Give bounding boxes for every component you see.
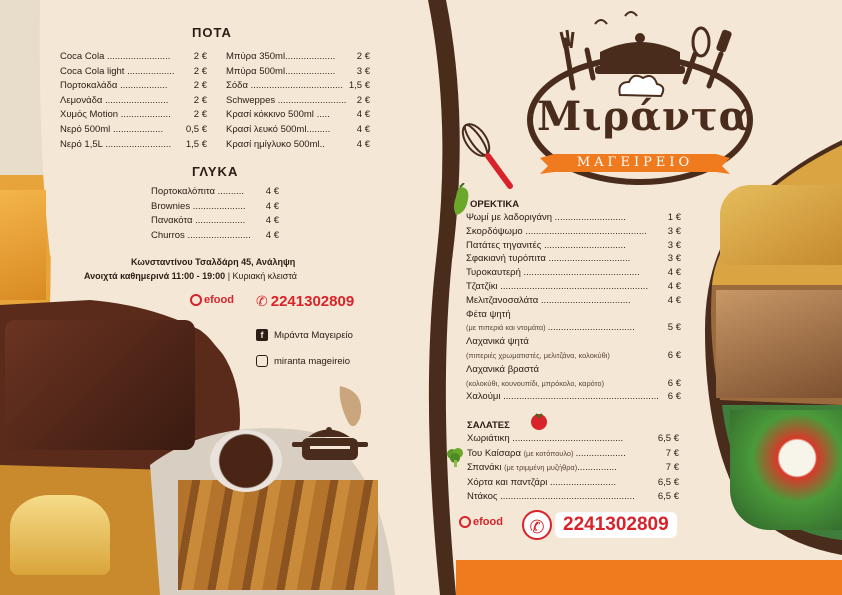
menu-item-row xyxy=(466,267,681,279)
menu-item-price: 3 € xyxy=(667,239,681,251)
menu-item-price: 3 € xyxy=(667,225,681,237)
menu-item-name: Σφακιανή τυρόπιτα xyxy=(466,253,549,265)
menu-item-name: Μπύρα 350ml xyxy=(226,51,286,62)
menu-item-price: 2 € xyxy=(193,65,207,77)
menu-item-dots: .......... xyxy=(217,186,245,197)
cooking-pot-icon xyxy=(288,382,378,472)
menu-item-row xyxy=(466,240,681,252)
menu-item-name: Χόρτα και παντζάρι xyxy=(467,476,550,488)
tyropita-photo xyxy=(716,290,842,398)
menu-item-row xyxy=(226,66,370,78)
menu-item-name: Κρασί ημίγλυκο 500ml xyxy=(226,138,320,150)
menu-item-name: Μελιτζανοσαλάτα xyxy=(466,294,541,306)
whisk-icon xyxy=(458,120,518,192)
menu-item-dots: ................... xyxy=(285,65,336,77)
opening-hours-days: Ανοιχτά καθημερινά 11:00 - 19:00 xyxy=(84,271,226,281)
menu-item-name: Κρασί λευκό 500ml xyxy=(226,124,307,135)
menu-item-name: Τυροκαυτερή xyxy=(466,267,524,279)
menu-item-row xyxy=(467,477,679,489)
menu-item-dots: .. xyxy=(319,138,325,150)
menu-item-dots: .............................................. xyxy=(525,225,647,237)
facebook-icon: f xyxy=(256,329,268,341)
menu-item-row xyxy=(60,109,207,121)
menu-item-dots: ........................ xyxy=(107,51,171,62)
menu-item-price: 4 € xyxy=(265,229,279,241)
menu-item-price: 3 € xyxy=(356,65,370,77)
starters-title: ΟΡΕΚΤΙΚΑ xyxy=(470,199,520,210)
menu-item-row xyxy=(466,212,681,224)
menu-item-row xyxy=(151,230,279,242)
menu-item-dots: ................................. xyxy=(547,322,635,334)
menu-item-dots: ......................... xyxy=(105,138,172,150)
menu-item-dots: ................... xyxy=(120,109,171,121)
menu-item-name: Πατάτες τηγανιτές xyxy=(466,239,545,251)
menu-item-row xyxy=(466,295,681,307)
phone-icon-right: ✆ xyxy=(522,510,552,540)
menu-item-price: 7 € xyxy=(665,462,679,474)
menu-item-price: 4 € xyxy=(667,281,681,292)
menu-item-row xyxy=(466,391,681,403)
menu-item-price: 6,5 € xyxy=(657,491,679,503)
menu-item-name: Τζατζίκι xyxy=(466,281,501,292)
menu-item-price: 3 € xyxy=(667,253,681,265)
instagram-icon xyxy=(256,355,268,367)
instagram-link[interactable] xyxy=(256,355,350,367)
menu-item-name: Φέτα ψητή xyxy=(466,308,511,320)
menu-item-dots: ..... xyxy=(316,109,330,121)
menu-item-row xyxy=(60,95,207,107)
menu-item-dots: .................... xyxy=(192,200,246,212)
menu-item-row xyxy=(467,433,679,445)
menu-item-dots: ........................ xyxy=(105,94,169,106)
menu-item-name: Κρασί κόκκινο 500ml xyxy=(226,109,317,121)
phone-icon: ✆ xyxy=(256,293,268,309)
chocolate-sauce-bowl xyxy=(210,430,282,492)
menu-item-row xyxy=(60,80,207,92)
menu-item-note: (κολοκύθι, κουνουπίδι, μπρόκολο, καρότο) xyxy=(466,378,605,388)
churros-photo xyxy=(178,480,378,590)
menu-item-name: Νερό 500ml xyxy=(60,124,113,135)
menu-item-dots: ........................... xyxy=(554,212,626,223)
menu-item-price: 7 € xyxy=(665,447,679,459)
menu-item-name: Coca Cola light xyxy=(60,65,128,77)
efood-icon-right xyxy=(459,516,471,528)
phone-right[interactable] xyxy=(522,510,677,540)
menu-item-price: 6 € xyxy=(667,350,681,361)
menu-item-row xyxy=(151,186,279,198)
menu-item-price: 6 € xyxy=(667,391,681,403)
menu-item-name: Λαχανικά βραστά xyxy=(466,363,540,375)
menu-item-name: Σπανάκι xyxy=(467,462,505,474)
menu-item-name: Λαχανικά ψητά xyxy=(466,336,529,348)
menu-item-dots: .......................................... xyxy=(512,433,624,444)
menu-item-name: Σκορδόψωμο xyxy=(466,225,526,237)
menu-item-price: 2 € xyxy=(356,51,370,62)
menu-item-price: 2 € xyxy=(193,94,207,106)
efood-logo-left xyxy=(190,294,234,306)
menu-item-name: Χαλούμι xyxy=(466,391,504,403)
menu-item-name: Λεμονάδα xyxy=(60,94,105,106)
menu-item-price: 4 € xyxy=(356,138,370,150)
menu-item-name: Coca Cola xyxy=(60,51,107,62)
menu-item-row xyxy=(151,201,279,213)
address: Κωνσταντίνου Τσαλδάρη 45, Ανάληψη xyxy=(131,257,296,267)
menu-item-price: 1,5 € xyxy=(348,80,370,92)
facebook-link[interactable] xyxy=(256,329,353,341)
menu-item-price: 4 € xyxy=(356,109,370,121)
opening-hours-closed: | Κυριακή κλειστά xyxy=(225,271,297,281)
instagram-name: miranta mageireio xyxy=(274,355,351,367)
menu-item-price: 2 € xyxy=(193,80,207,92)
menu-item-name: Brownies xyxy=(151,200,193,212)
menu-item-row xyxy=(226,139,370,151)
sweets-title: ΓΛΥΚΑ xyxy=(192,164,239,179)
efood-icon xyxy=(190,294,202,306)
phone-number: 2241302809 xyxy=(270,293,355,310)
menu-item-name: Χυμός Motion xyxy=(60,109,121,121)
menu-item-name: Πορτοκαλόπιτα xyxy=(151,186,218,197)
broccoli-icon xyxy=(444,446,466,468)
efood-logo-right xyxy=(459,516,503,528)
menu-item-price: 4 € xyxy=(356,124,370,135)
menu-item-price: 6,5 € xyxy=(657,476,679,488)
menu-item-dots: ............................... xyxy=(548,253,631,265)
menu-item-dots: .................. xyxy=(127,65,175,77)
menu-item-price: 6 € xyxy=(667,377,681,389)
menu-item-dots: ............................................ xyxy=(523,267,640,279)
menu-item-dots: ................................... xyxy=(250,80,343,92)
brand-name: Μιράντα xyxy=(537,93,751,140)
menu-item-row xyxy=(226,80,370,92)
menu-item-name: Μπύρα 500ml xyxy=(226,65,286,77)
menu-item-price: 4 € xyxy=(265,215,279,227)
menu-item-price: 2 € xyxy=(193,51,207,62)
cake-photo xyxy=(0,190,46,300)
menu-item-dots: ............... xyxy=(577,462,617,474)
menu-item-dots: ............................... xyxy=(544,239,626,251)
menu-item-price: 4 € xyxy=(265,186,279,197)
efood-text: efood xyxy=(204,294,234,306)
menu-item-dots: ................... xyxy=(112,124,164,135)
phone-left[interactable] xyxy=(256,293,354,310)
menu-item-dots: ................... xyxy=(575,447,626,459)
menu-item-price: 2 € xyxy=(193,109,207,121)
menu-item-row xyxy=(60,66,207,78)
menu-item-dots: .......................... xyxy=(277,94,347,106)
menu-item-detail-row xyxy=(466,322,681,334)
menu-item-dots: ........................................................ xyxy=(500,281,649,292)
opening-hours xyxy=(84,271,297,281)
menu-item-dots: .................. xyxy=(119,80,168,92)
menu-item-row xyxy=(466,226,681,238)
menu-item-name: Πορτοκαλάδα xyxy=(60,80,120,92)
menu-item-price: 4 € xyxy=(265,200,279,212)
menu-item-price: 0,5 € xyxy=(185,124,207,135)
menu-item-note: (με τριμμένη μυζήθρα) xyxy=(504,463,578,473)
menu-item-row xyxy=(60,124,207,136)
menu-item-dots: ................... xyxy=(195,215,246,227)
menu-item-row xyxy=(467,448,679,460)
menu-item-price: 4 € xyxy=(667,267,681,279)
menu-item-name: Πανακότα xyxy=(151,215,196,227)
menu-item-dots: ........................ xyxy=(187,229,251,241)
menu-item-detail-row xyxy=(466,350,681,362)
menu-item-row xyxy=(226,51,370,63)
menu-item-row xyxy=(226,95,370,107)
menu-item-row xyxy=(60,51,207,63)
efood-text-right: efood xyxy=(473,516,503,528)
brownies-photo xyxy=(5,320,195,450)
brand-ribbon xyxy=(540,150,730,176)
menu-item-dots: ................... xyxy=(285,51,336,62)
panna-cotta-photo xyxy=(10,495,110,575)
menu-item-price: 1 € xyxy=(667,212,681,223)
menu-item-dots: ......... xyxy=(306,124,331,135)
facebook-name: Μιράντα Μαγειρείο xyxy=(274,329,353,341)
menu-item-row xyxy=(466,253,681,265)
menu-item-note: (πιπεριές χρωματιστές, μελιτζάνα, κολοκύθι) xyxy=(466,351,610,360)
phone-number-right: 2241302809 xyxy=(555,512,677,538)
menu-item-row xyxy=(466,281,681,293)
menu-item-dots: ......................... xyxy=(550,476,616,488)
menu-item-row xyxy=(60,139,207,151)
menu-item-price: 1,5 € xyxy=(185,138,207,150)
drinks-title: ΠΟΤΑ xyxy=(192,25,232,40)
menu-item-name: Ντάκος xyxy=(467,491,501,503)
garlic-bread-photo xyxy=(720,185,842,265)
salads-title: ΣΑΛΑΤΕΣ xyxy=(467,420,510,431)
menu-item-price: 2 € xyxy=(356,94,370,106)
menu-item-row xyxy=(467,491,679,503)
menu-item-price: 4 € xyxy=(667,294,681,306)
menu-item-name: Schweppes xyxy=(226,94,278,106)
menu-item-row xyxy=(226,109,370,121)
menu-item-name: Χωριάτικη xyxy=(467,433,513,444)
menu-item-name: Churros xyxy=(151,229,188,241)
menu-item-dots: ........................................................... xyxy=(503,391,659,403)
brand-tagline: ΜΑΓΕΙΡΕΙΟ xyxy=(576,155,694,170)
menu-item-name: Νερό 1,5L xyxy=(60,138,106,150)
menu-item-name: Σόδα xyxy=(226,80,251,92)
greek-salad-photo xyxy=(730,410,842,530)
menu-item-row xyxy=(226,124,370,136)
menu-item-detail-row xyxy=(466,378,681,390)
menu-item-price: 5 € xyxy=(667,322,681,334)
menu-item-dots: .................................. xyxy=(540,294,631,306)
menu-item-note: (με κοτόπουλο) xyxy=(523,448,576,458)
tomato-icon xyxy=(528,409,550,431)
menu-item-dots: ................................................... xyxy=(500,491,635,503)
menu-item-name: Ψωμί με λαδοριγάνη xyxy=(466,212,555,223)
menu-item-row xyxy=(151,215,279,227)
menu-item-row xyxy=(467,462,679,474)
menu-item-note: (με πιπεριά και ντομάτα) xyxy=(466,323,548,333)
menu-item-name: Του Καίσαρα xyxy=(467,447,524,459)
menu-item-price: 6,5 € xyxy=(657,433,679,444)
